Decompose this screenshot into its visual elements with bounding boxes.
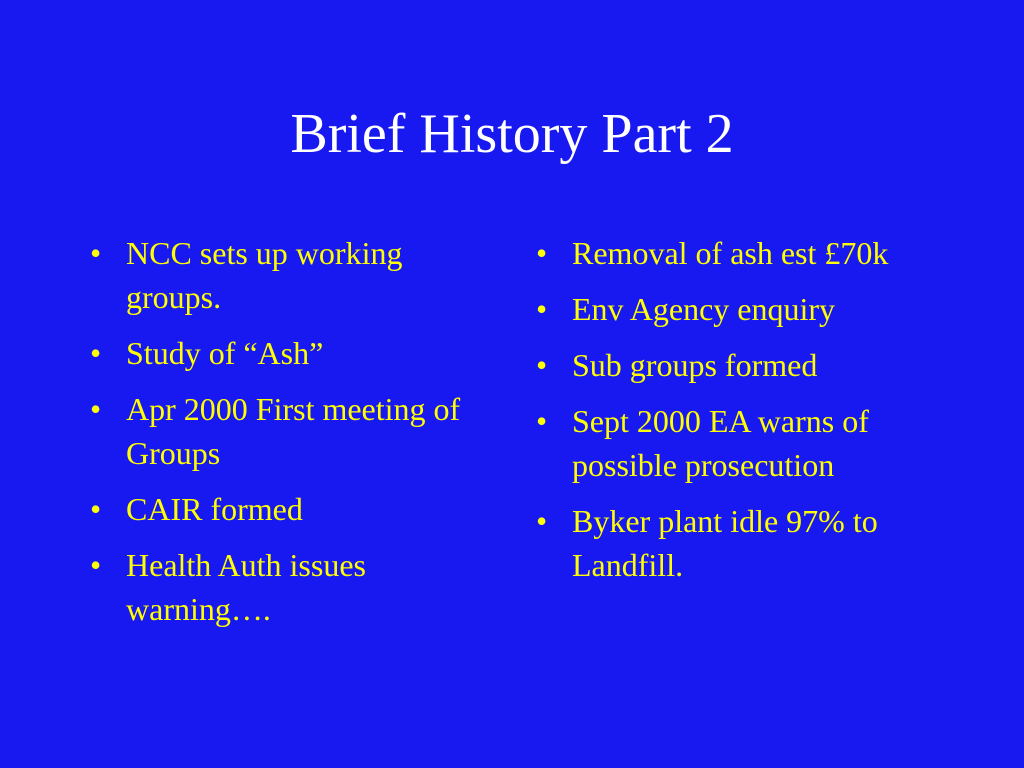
right-bullet-list [530,231,930,599]
bullet-dot-icon: • [90,547,102,583]
bullet-text: Health Auth issues warning…. [126,547,366,627]
bullet-item [530,499,930,587]
bullet-item [84,543,484,631]
bullet-text: CAIR formed [126,491,303,527]
bullet-item [84,231,484,319]
bullet-text: Apr 2000 First meeting of Groups [126,391,461,471]
bullet-dot-icon: • [90,491,102,527]
bullet-dot-icon: • [90,391,102,427]
bullet-item [84,487,484,531]
bullet-text: Byker plant idle 97% to Landfill. [572,503,878,583]
bullet-text: Study of “Ash” [126,335,324,371]
bullet-dot-icon: • [536,235,548,271]
bullet-dot-icon: • [536,291,548,327]
bullet-item [530,231,930,275]
bullet-item [84,387,484,475]
left-bullet-list [84,231,484,643]
bullet-item [530,287,930,331]
bullet-text: Removal of ash est £70k [572,235,889,271]
bullet-dot-icon: • [536,347,548,383]
bullet-item [84,331,484,375]
bullet-item [530,399,930,487]
bullet-text: Sub groups formed [572,347,818,383]
bullet-item [530,343,930,387]
bullet-text: NCC sets up working groups. [126,235,403,315]
bullet-text: Env Agency enquiry [572,291,836,327]
bullet-dot-icon: • [536,403,548,439]
slide-title: Brief History Part 2 [290,103,734,165]
bullet-dot-icon: • [90,335,102,371]
bullet-dot-icon: • [90,235,102,271]
bullet-dot-icon: • [536,503,548,539]
bullet-text: Sept 2000 EA warns of possible prosecution [572,403,869,483]
